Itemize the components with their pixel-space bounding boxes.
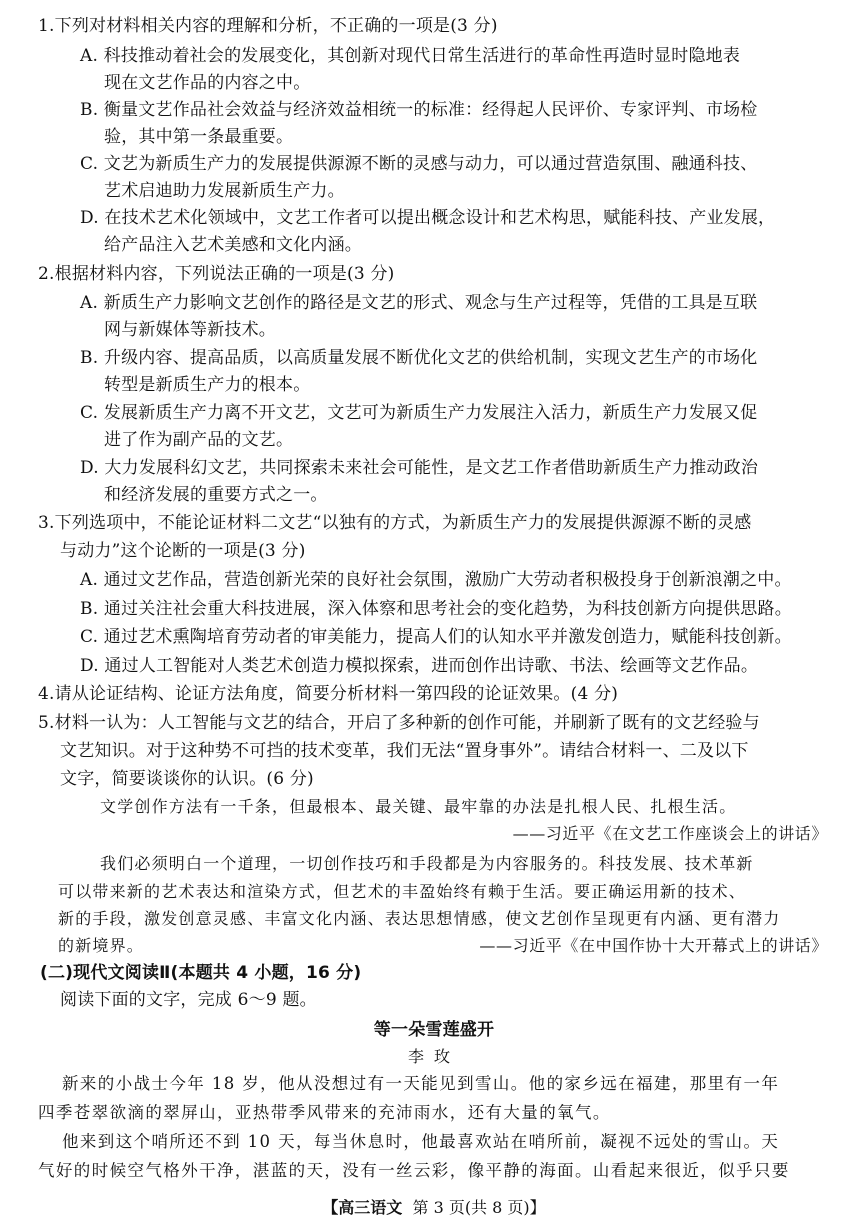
q2-option-c: C. 发展新质生产力离不开文艺，文艺可为新质生产力发展注入活力，新质生产力发展又促 xyxy=(80,403,758,423)
q3-stem: 3.下列选项中，不能论证材料二文艺“以独有的方式，为新质生产力的发展提供源源不断的灵感 xyxy=(38,513,752,533)
q5-quote-2-line-4: 的新境界。 xyxy=(58,936,145,955)
q2-option-a: A. 新质生产力影响文艺创作的路径是文艺的形式、观念与生产过程等，凭借的工具是互联 xyxy=(80,293,758,313)
section-heading: (二)现代文阅读Ⅱ(本题共 4 小题，16 分) xyxy=(40,963,362,983)
q3-option-d: D. 通过人工智能对人类艺术创造力模拟探索，进而创作出诗歌、书法、绘画等文艺作品。 xyxy=(80,656,759,676)
q2-stem: 2.根据材料内容，下列说法正确的一项是(3 分) xyxy=(38,264,395,284)
q3-option-a: A. 通过文艺作品，营造创新光荣的良好社会氛围，激励广大劳动者积极投身于创新浪潮之中。 xyxy=(80,570,792,590)
q5-stem-cont-2: 文字，简要谈谈你的认识。(6 分) xyxy=(60,769,314,789)
q5-quote-1: 文学创作方法有一千条，但最根本、最关键、最牢靠的办法是扎根人民、扎根生活。 xyxy=(100,797,737,816)
passage-paragraph-2-cont: 气好的时候空气格外干净，湛蓝的天，没有一丝云彩，像平静的海面。山看起来很近，似乎只要 xyxy=(38,1161,790,1180)
footer-page-number: 第 3 页(共 8 页)】 xyxy=(412,1198,546,1217)
q1-option-c: C. 文艺为新质生产力的发展提供源源不断的灵感与动力，可以通过营造氛围、融通科技、 xyxy=(80,154,758,174)
section-instruction: 阅读下面的文字，完成 6～9 题。 xyxy=(60,990,317,1010)
q2-option-b-cont: 转型是新质生产力的根本。 xyxy=(104,375,311,395)
q5-quote-2-line-2: 可以带来新的艺术表达和渲染方式，但艺术的丰盈始终有赖于生活。要正确运用新的技术、 xyxy=(58,882,747,901)
q5-quote-2-source: ——习近平《在中国作协十大开幕式上的讲话》 xyxy=(479,936,828,955)
q5-stem-cont-1: 文艺知识。对于这种势不可挡的技术变革，我们无法“置身事外”。请结合材料一、二及以下 xyxy=(60,741,749,761)
q2-option-d-cont: 和经济发展的重要方式之一。 xyxy=(104,485,328,505)
q1-stem: 1.下列对材料相关内容的理解和分析，不正确的一项是(3 分) xyxy=(38,16,498,36)
q3-option-c: C. 通过艺术熏陶培育劳动者的审美能力，提高人们的认知水平并激发创造力，赋能科技创新。 xyxy=(80,627,792,647)
page-footer xyxy=(0,1196,868,1220)
q5-quote-2-line-3: 新的手段，激发创意灵感、丰富文化内涵、表达思想情感，使文艺创作呈现更有内涵、更有潜力 xyxy=(58,909,781,928)
passage-paragraph-1: 新来的小战士今年 18 岁，他从没想过有一天能见到雪山。他的家乡远在福建，那里有一年 xyxy=(62,1074,780,1093)
q2-option-c-cont: 进了作为副产品的文艺。 xyxy=(104,430,294,450)
q5-quote-1-source: ——习近平《在文艺工作座谈会上的讲话》 xyxy=(512,824,828,843)
q2-option-d: D. 大力发展科幻文艺，共同探索未来社会可能性，是文艺工作者借助新质生产力推动政治 xyxy=(80,458,759,478)
q1-option-b: B. 衡量文艺作品社会效益与经济效益相统一的标准：经得起人民评价、专家评判、市场检 xyxy=(80,100,758,120)
q1-option-d-cont: 给产品注入艺术美感和文化内涵。 xyxy=(104,235,362,255)
passage-paragraph-1-cont: 四季苍翠欲滴的翠屏山，亚热带季风带来的充沛雨水，还有大量的氧气。 xyxy=(38,1103,611,1122)
q1-option-c-cont: 艺术启迪助力发展新质生产力。 xyxy=(104,181,345,201)
q3-stem-cont: 与动力”这个论断的一项是(3 分) xyxy=(60,541,306,561)
q2-option-a-cont: 网与新媒体等新技术。 xyxy=(104,320,276,340)
passage-author: 李玫 xyxy=(407,1047,460,1066)
q1-option-d: D. 在技术艺术化领域中，文艺工作者可以提出概念设计和艺术构思，赋能科技、产业发展， xyxy=(80,208,776,228)
footer-subject: 【高三语文 xyxy=(322,1198,403,1217)
q1-option-a: A. 科技推动着社会的发展变化，其创新对现代日常生活进行的革命性再造时显时隐地表 xyxy=(80,46,741,66)
q3-option-b: B. 通过关注社会重大科技进展，深入体察和思考社会的变化趋势，为科技创新方向提供思路。 xyxy=(80,599,792,619)
q2-option-b: B. 升级内容、提高品质，以高质量发展不断优化文艺的供给机制，实现文艺生产的市场化 xyxy=(80,348,758,368)
passage-paragraph-2: 他来到这个哨所还不到 10 天，每当休息时，他最喜欢站在哨所前，凝视不远处的雪山。天 xyxy=(62,1132,780,1151)
q5-quote-2: 我们必须明白一个道理，一切创作技巧和手段都是为内容服务的。科技发展、技术革新 xyxy=(100,854,754,873)
q5-stem: 5.材料一认为：人工智能与文艺的结合，开启了多种新的创作可能，并刷新了既有的文艺经验与 xyxy=(38,713,760,733)
passage-title: 等一朵雪莲盛开 xyxy=(373,1020,495,1040)
q1-option-b-cont: 验，其中第一条最重要。 xyxy=(104,127,294,147)
q1-option-a-cont: 现在文艺作品的内容之中。 xyxy=(104,73,311,93)
q4-stem: 4.请从论证结构、论证方法角度，简要分析材料一第四段的论证效果。(4 分) xyxy=(38,684,619,704)
